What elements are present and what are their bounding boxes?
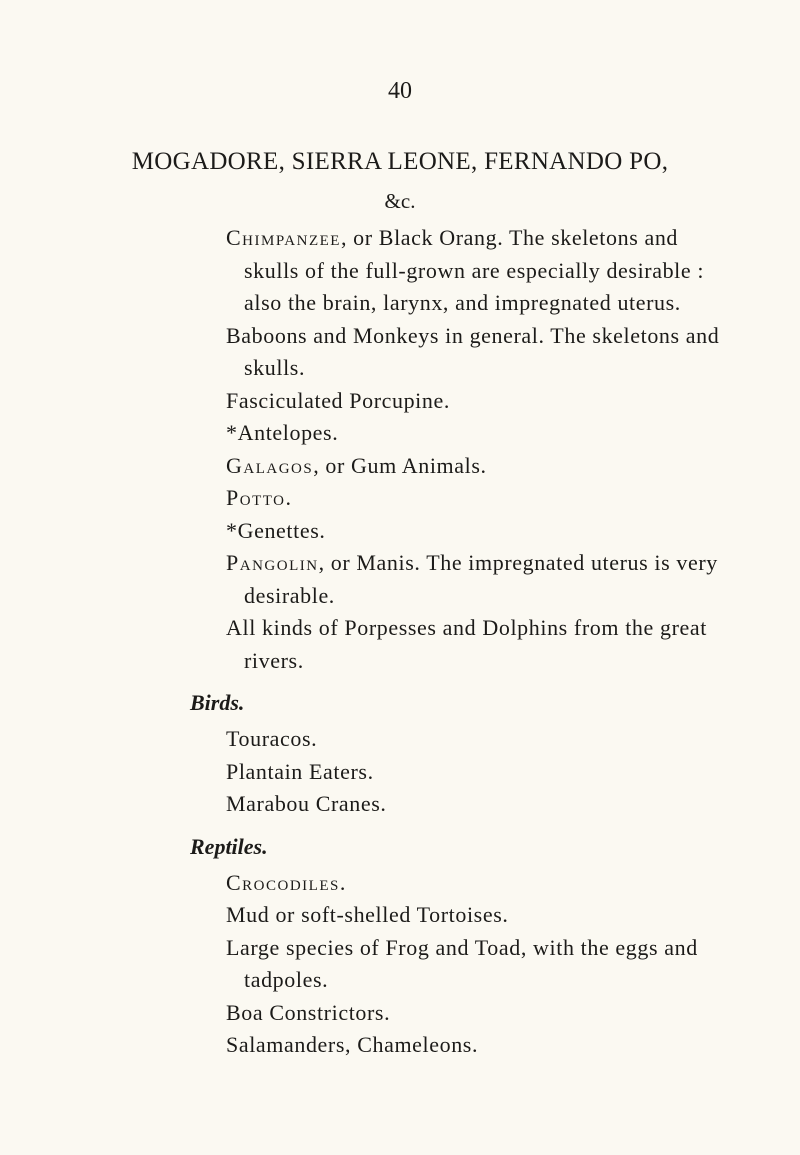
entry-plantain-eaters: Plantain Eaters. <box>226 758 374 784</box>
section-heading-reptiles: Reptiles. <box>190 833 268 859</box>
entry-baboons: Baboons and Monkeys in general. The skeletons and skulls. <box>226 322 720 380</box>
entry-name: Pangolin <box>226 550 319 575</box>
entry-text: , or Gum Animals. <box>313 452 487 478</box>
entry-potto <box>226 482 726 515</box>
entry-name: Crocodiles <box>226 869 340 895</box>
entry-antelopes: *Antelopes. <box>226 420 339 445</box>
entry-crocodiles <box>226 867 726 900</box>
entry-frog-toad: Large species of Frog and Toad, with the eggs and tadpoles. <box>226 934 698 992</box>
entry-text: , or Black Orang. The skeletons and skulls of the full-grown are especially desirable : also the brain, larynx, and impregnated uterus. <box>244 225 705 315</box>
entry-chimpanzee <box>226 222 726 320</box>
entry-pangolin <box>226 547 726 612</box>
entry-porcupine: Fasciculated Porcupine. <box>226 387 450 413</box>
entry-name: Galagos <box>226 452 314 478</box>
entry-boa: Boa Constrictors. <box>226 999 391 1025</box>
entry-tortoises: Mud or soft-shelled Tortoises. <box>226 902 509 927</box>
entry-galagos <box>226 450 726 483</box>
entry-name: Chimpanzee <box>226 225 341 250</box>
page-subheading: &c. <box>384 189 416 213</box>
entry-text: . <box>339 869 346 895</box>
entry-salamanders: Salamanders, Chameleons. <box>226 1032 479 1057</box>
entry-porpesses: All kinds of Porpesses and Dolphins from the great rivers. <box>226 615 707 673</box>
entry-text: , or Manis. The impregnated uterus is very desirable. <box>244 550 718 608</box>
section-heading-birds: Birds. <box>190 690 245 715</box>
entry-touracos: Touracos. <box>226 726 318 751</box>
entry-text: . <box>285 485 292 510</box>
page-heading: MOGADORE, SIERRA LEONE, FERNANDO PO, <box>131 148 669 175</box>
entry-name: Potto <box>226 485 286 510</box>
page-number: 40 <box>388 78 412 104</box>
page-content <box>0 222 800 1062</box>
entry-marabou-cranes: Marabou Cranes. <box>226 791 387 816</box>
entry-genettes: *Genettes. <box>226 517 326 543</box>
